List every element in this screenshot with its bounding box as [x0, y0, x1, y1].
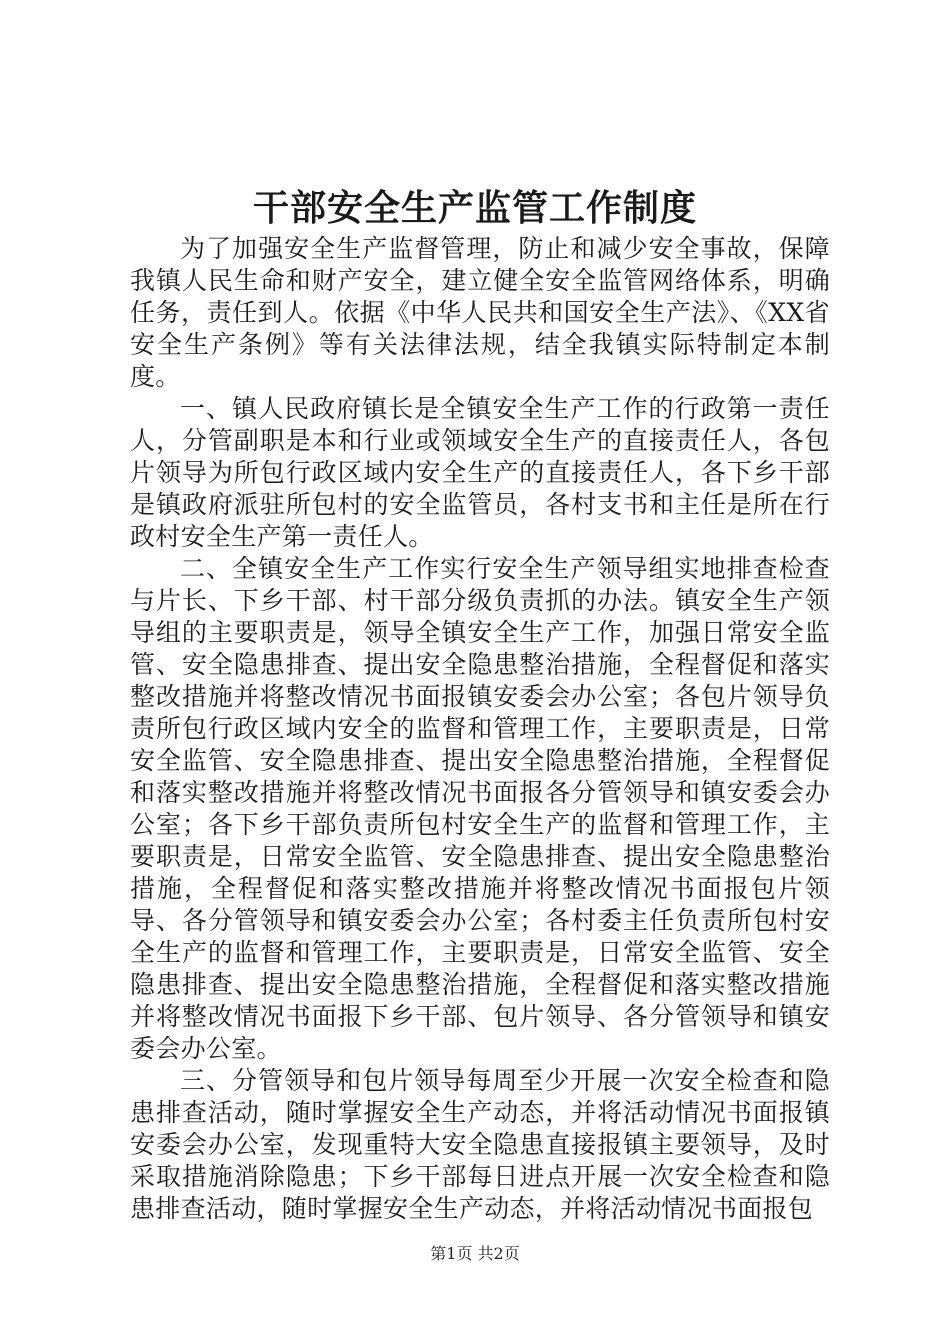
document-title: 干部安全生产监管工作制度 [252, 187, 697, 229]
paragraph-section-1: 一、镇人民政府镇长是全镇安全生产工作的行政第一责任人，分管副职是本和行业或领域安全生产的直接责任人，各包片领导为所包行政区域内安全生产的直接责任人，各下乡干部是镇政府派驻所包村的安全监管员，各村支书和主任是所在行政村安全生产第一责任人。 [130, 394, 830, 551]
paragraph-section-2: 二、全镇安全生产工作实行安全生产领导组实地排查检查与片长、下乡干部、村干部分级负责抓的办法。镇安全生产领导组的主要职责是，领导全镇安全生产工作，加强日常安全监管、安全隐患排查、提出安全隐患整治措施，全程督促和落实整改措施并将整改情况书面报镇安委会办公室；各包片领导负责所包行政区域内安全的监督和管理工作，主要职责是，日常安全监管、安全隐患排查、提出安全隐患整治措施，全程督促和落实整改措施并将整改情况书面报各分管领导和镇安委会办公室；各下乡干部负责所包村安全生产的监督和管理工作，主要职责是，日常安全监管、安全隐患排查、提出安全隐患整治措施，全程督促和落实整改措施并将整改情况书面报包片领导、各分管领导和镇安委会办公室；各村委主任负责所包村安全生产的监督和管理工作，主要职责是，日常安全监管、安全隐患排查、提出安全隐患整治措施，全程督促和落实整改措施并将整改情况书面报下乡干部、包片领导、各分管领导和镇安委会办公室。 [130, 554, 830, 1063]
document-body [130, 233, 830, 1225]
paragraph-section-3: 三、分管领导和包片领导每周至少开展一次安全检查和隐患排查活动，随时掌握安全生产动态，并将活动情况书面报镇安委会办公室，发现重特大安全隐患直接报镇主要领导，及时采取措施消除隐患；下乡干部每日进点开展一次安全检查和隐患排查活动，随时掌握安全生产动态，并将活动情况书面报包 [130, 1066, 830, 1223]
page-footer: 第1页 共2页 [430, 1244, 520, 1263]
paragraph-intro: 为了加强安全生产监督管理，防止和减少安全事故，保障我镇人民生命和财产安全，建立健全安全监管网络体系，明确任务，责任到人。依据《中华人民共和国安全生产法》、《XX省安全生产条例》等有关法律法规，结全我镇实际特制定本制度。 [130, 234, 830, 391]
